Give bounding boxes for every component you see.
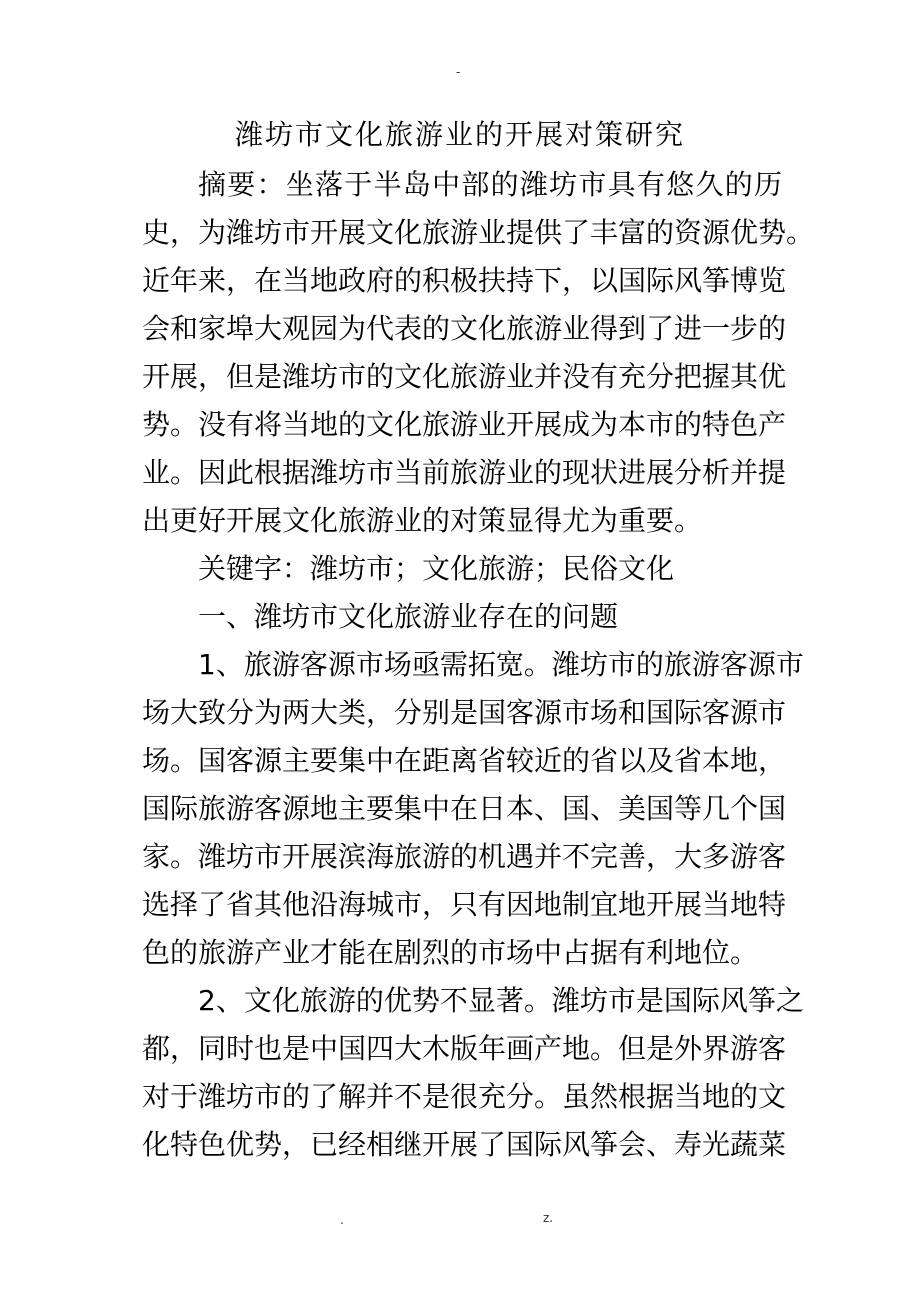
document-title: 潍坊市文化旅游业的开展对策研究 xyxy=(234,118,685,151)
abstract-line: 史，为潍坊市开展文化旅游业提供了丰富的资源优势。 xyxy=(142,216,815,249)
keywords-line: 关键字：潍坊市；文化旅游；民俗文化 xyxy=(198,552,675,585)
footer-right-mark: z. xyxy=(543,1211,554,1225)
paragraph-2 xyxy=(142,977,804,1169)
document-body xyxy=(142,161,815,1169)
paragraph-line: 场。国客源主要集中在距离省较近的省以及省本地， xyxy=(142,744,787,777)
abstract-paragraph xyxy=(142,161,815,545)
abstract-line: 出更好开展文化旅游业的对策显得尤为重要。 xyxy=(142,504,703,537)
header-mark: - xyxy=(456,65,461,79)
section-heading: 一、潍坊市文化旅游业存在的问题 xyxy=(198,600,619,633)
paragraph-line: 国际旅游客源地主要集中在日本、国、美国等几个国 xyxy=(142,792,787,825)
abstract-line: 开展，但是潍坊市的文化旅游业并没有充分把握其优 xyxy=(142,360,787,393)
abstract-line: 会和家埠大观园为代表的文化旅游业得到了进一步的 xyxy=(142,312,787,345)
abstract-line: 势。没有将当地的文化旅游业开展成为本市的特色产 xyxy=(142,408,787,441)
abstract-line: 近年来，在当地政府的积极扶持下，以国际风筝博览 xyxy=(142,264,787,297)
abstract-line: 业。因此根据潍坊市当前旅游业的现状进展分析并提 xyxy=(142,456,787,489)
paragraph-1 xyxy=(142,641,804,977)
paragraph-line: 2、文化旅游的优势不显著。潍坊市是国际风筝之 xyxy=(198,984,804,1017)
paragraph-line: 1、旅游客源市场亟需拓宽。潍坊市的旅游客源市 xyxy=(198,648,804,681)
footer-left-mark: . xyxy=(340,1213,344,1227)
paragraph-line: 选择了省其他沿海城市，只有因地制宜地开展当地特 xyxy=(142,888,787,921)
paragraph-line: 化特色优势，已经相继开展了国际风筝会、寿光蔬菜 xyxy=(142,1128,787,1161)
paragraph-line: 家。潍坊市开展滨海旅游的机遇并不完善，大多游客 xyxy=(142,840,787,873)
abstract-line: 摘要：坐落于半岛中部的潍坊市具有悠久的历 xyxy=(198,168,782,201)
paragraph-line: 都，同时也是中国四大木版年画产地。但是外界游客 xyxy=(142,1032,787,1065)
paragraph-line: 色的旅游产业才能在剧烈的市场中占据有利地位。 xyxy=(142,936,759,969)
paragraph-line: 场大致分为两大类，分别是国客源市场和国际客源市 xyxy=(142,696,787,729)
paragraph-line: 对于潍坊市的了解并不是很充分。虽然根据当地的文 xyxy=(142,1080,787,1113)
